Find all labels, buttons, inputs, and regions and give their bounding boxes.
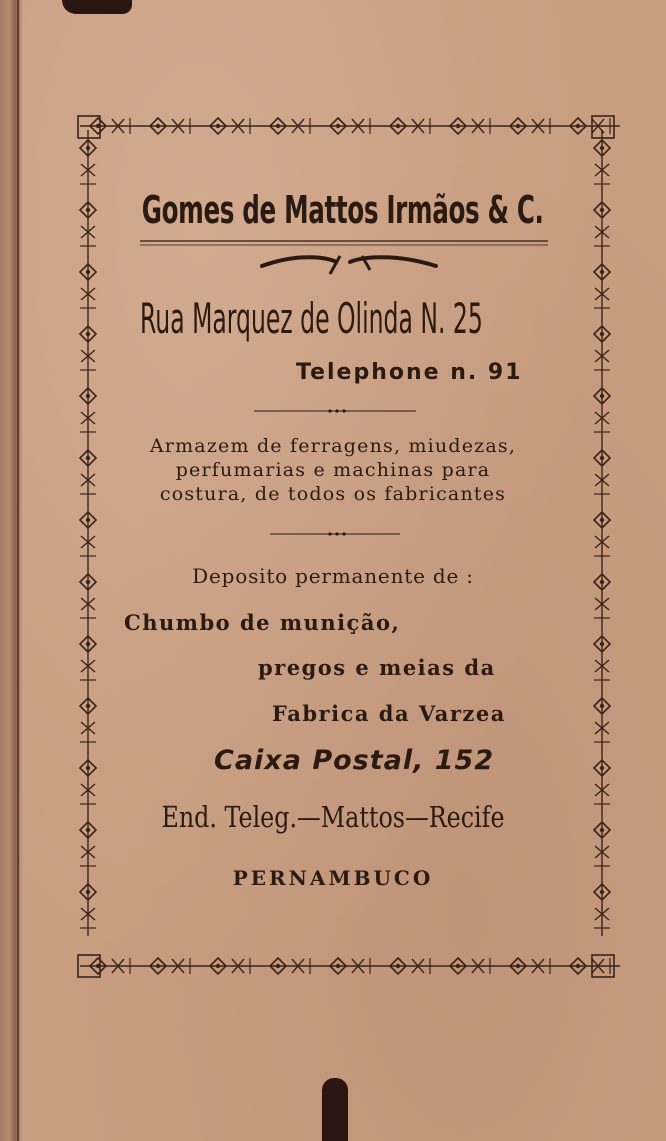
deposit-item: Fabrica da Varzea	[272, 701, 506, 726]
business-description	[0, 434, 666, 506]
divider-2	[270, 532, 400, 535]
telephone-number: Telephone n. 91	[296, 360, 523, 385]
description-line: perfumarias e machinas para	[175, 459, 491, 481]
divider-1	[254, 409, 416, 412]
po-box: Caixa Postal, 152	[214, 745, 495, 776]
deposit-item: pregos e meias da	[258, 655, 496, 680]
state-name: PERNAMBUCO	[232, 866, 434, 890]
telegraph-address: End. Teleg.—Mattos—Recife	[161, 800, 505, 834]
deposit-item: Chumbo de munição,	[124, 610, 401, 635]
description-line: Armazem de ferragens, miudezas,	[149, 435, 517, 457]
deposit-heading: Deposito permanente de :	[192, 564, 474, 588]
street-address: Rua Marquez de Olinda N. 25	[140, 294, 483, 343]
company-name: Gomes de Mattos Irmãos & C.	[141, 188, 544, 232]
swash-ornament	[262, 256, 436, 274]
description-line: costura, de todos os fabricantes	[159, 483, 507, 505]
